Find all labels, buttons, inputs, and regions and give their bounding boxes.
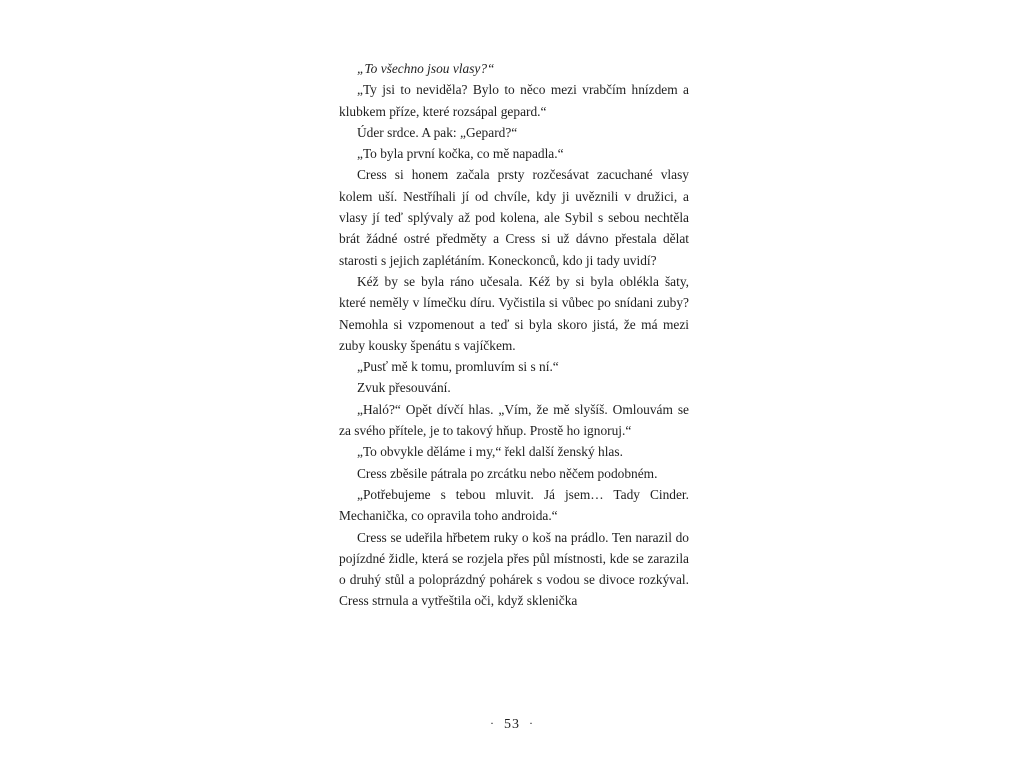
paragraph: „Pusť mě k tomu, promluvím si s ní.“ [357, 359, 559, 375]
page-number-value: 53 [504, 717, 520, 732]
body-text [339, 58, 689, 612]
paragraph: Cress zběsile pátrala po zrcátku nebo něčem podobném. [357, 465, 658, 481]
paragraph: „To všechno jsou vlasy?“ [357, 61, 495, 76]
paragraph: Cress se udeřila hřbetem ruky o koš na prádlo. Ten narazil do pojízdné židle, která se rozjela přes půl místnosti, kde se zarazila o druhý stůl a poloprázdný pohárek s vodou se divoce rozkýval. Cress strnula a vytřeštila oči, když sklenička [339, 529, 689, 609]
paragraph: „Potřebujeme s tebou mluvit. Já jsem… Tady Cinder. Mechanička, co opravila toho androida.“ [339, 486, 689, 524]
ornament-dot-right: · [529, 716, 534, 730]
paragraph: Zvuk přesouvání. [357, 380, 451, 396]
paragraph: „To byla první kočka, co mě napadla.“ [357, 146, 564, 162]
paragraph: „Ty jsi to neviděla? Bylo to něco mezi vrabčím hnízdem a klubkem příze, které rozsápal gepard.“ [339, 82, 689, 119]
paragraph: Cress si honem začala prsty rozčesávat zacuchané vlasy kolem uší. Nestříhali jí od chvíle, kdy ji uvěznili v družici, a vlasy jí teď splývaly až pod kolena, ale Sybil s sebou nechtěla brát žádné ostré předměty a Cress si už dávno přestala dělat starosti s jejich zaplétáním. Koneckonců, kdo ji tady uvidí? [339, 167, 689, 268]
page-number [0, 717, 1024, 733]
ornament-dot-left: · [490, 716, 495, 730]
paragraph: „Haló?“ Opět dívčí hlas. „Vím, že mě slyšíš. Omlouvám se za svého přítele, je to takový hňup. Prostě ho ignoruj.“ [339, 401, 689, 439]
paragraph: Kéž by se byla ráno učesala. Kéž by si byla oblékla šaty, které neměly v límečku díru. Vyčistila si vůbec po snídani zuby? Nemohla si vzpomenout a teď si byla skoro jistá, že má mezi zuby kousky špenátu s vajíčkem. [339, 273, 689, 353]
paragraph: Úder srdce. A pak: „Gepard?“ [357, 124, 518, 140]
paragraph: „To obvykle děláme i my,“ řekl další ženský hlas. [357, 444, 623, 460]
